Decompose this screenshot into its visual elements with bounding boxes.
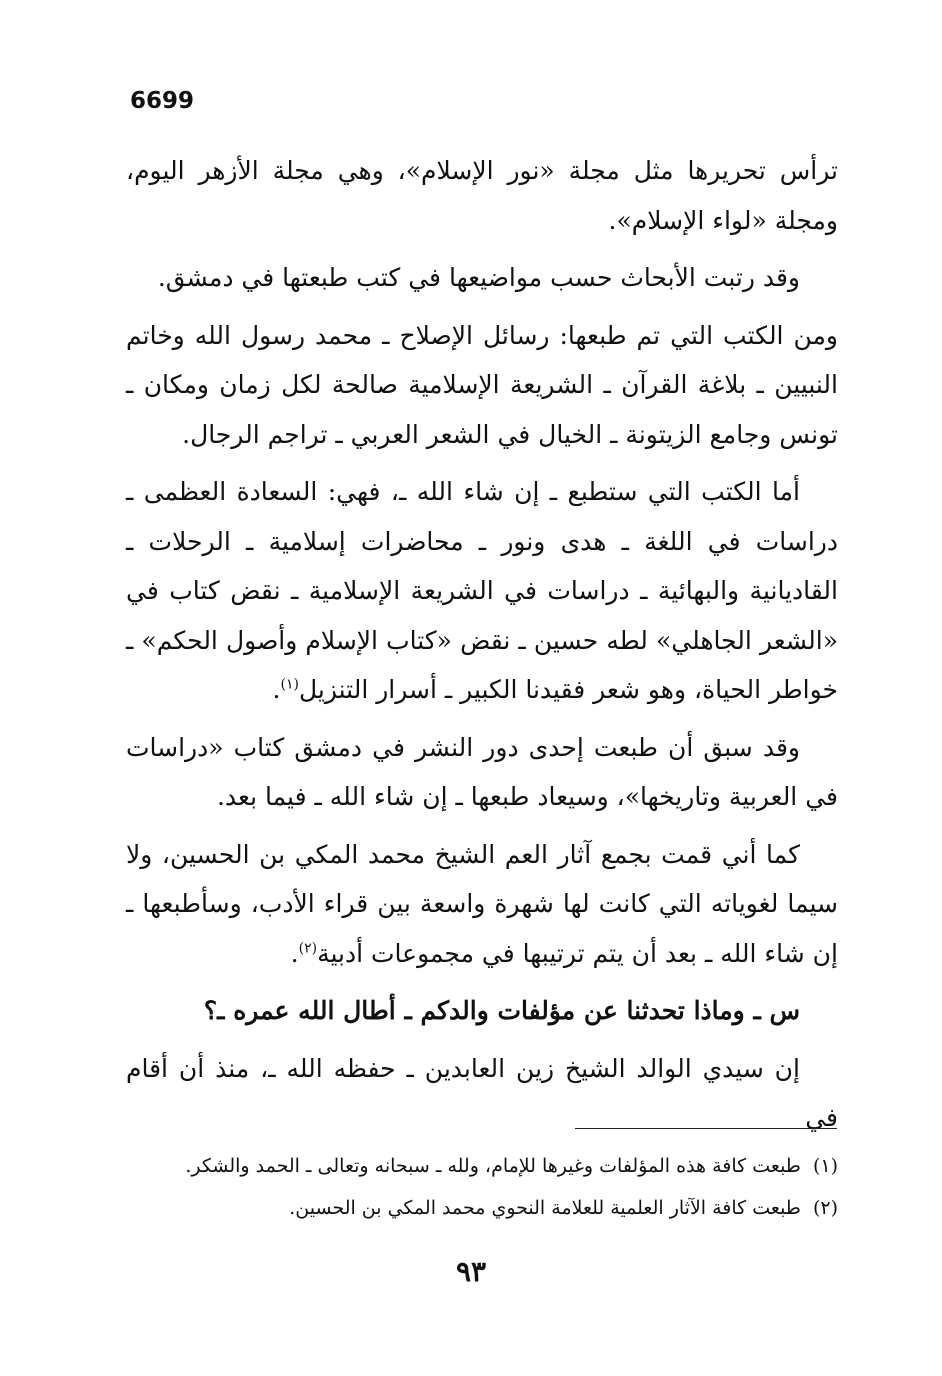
paragraph-2: وقد رتبت الأبحاث حسب مواضيعها في كتب طبعتها في دمشق. xyxy=(157,263,800,292)
footnote-1 xyxy=(126,1145,838,1187)
paragraph-6 xyxy=(126,830,838,979)
paragraph-3: ومن الكتب التي تم طبعها: رسائل الإصلاح ـ محمد رسول الله وخاتم النبيين ـ بلاغة القرآن ـ الشريعة الإسلامية صالحة لكل زمان ومكان ـ تونس وجامع الزيتونة ـ الخيال في الشعر العربي ـ تراجم الرجال. xyxy=(126,320,838,449)
footnote-number: (٢) xyxy=(812,1197,838,1219)
interview-question: س ـ وماذا تحدثنا عن مؤلفات والدكم ـ أطال الله عمره ـ؟ xyxy=(203,996,800,1025)
paragraph-7: إن سيدي الوالد الشيخ زين العابدين ـ حفظه الله ـ، منذ أن أقام في xyxy=(126,1053,838,1132)
paragraph-1: ترأس تحريرها مثل مجلة «نور الإسلام»، وهي مجلة الأزهر اليوم، ومجلة «لواء الإسلام». xyxy=(126,156,838,235)
footnote-divider xyxy=(575,1128,837,1129)
page-id: 6699 xyxy=(130,88,195,114)
page-number: ٩٣ xyxy=(455,1255,487,1288)
footnotes xyxy=(126,1145,838,1229)
paragraph-6-end: . xyxy=(290,938,299,968)
footnote-number: (١) xyxy=(812,1155,838,1177)
paragraph-4-text: أما الكتب التي ستطبع ـ إن شاء الله ـ، فهي: السعادة العظمى ـ دراسات في اللغة ـ هدى ونور ـ محاضرات إسلامية ـ الرحلات ـ القاديانية والبهائية ـ دراسات في الشريعة الإسلامية ـ نقض كتاب في «الشعر الجاهلي» لطه حسين ـ نقض «كتاب الإسلام وأصول الحكم» ـ خواطر الحياة، وهو شعر فقيدنا الكبير ـ أسرار التنزيل xyxy=(126,477,838,704)
footnote-ref-2[interactable]: (٢) xyxy=(298,940,318,957)
body-text xyxy=(126,146,838,1151)
footnote-text: طبعت كافة هذه المؤلفات وغيرها للإمام، ولله ـ سبحانه وتعالى ـ الحمد والشكر. xyxy=(185,1155,801,1177)
paragraph-6-text: كما أني قمت بجمع آثار العم الشيخ محمد المكي بن الحسين، ولا سيما لغوياته التي كانت لها شهرة واسعة بين قراء الأدب، وسأطبعها ـ إن شاء الله ـ بعد أن يتم ترتيبها في مجموعات أدبية xyxy=(126,839,838,968)
paragraph-4-end: . xyxy=(272,675,281,704)
footnote-2 xyxy=(126,1187,838,1229)
paragraph-5: وقد سبق أن طبعت إحدى دور النشر في دمشق كتاب «دراسات في العربية وتاريخها»، وسيعاد طبعها ـ إن شاء الله ـ فيما بعد. xyxy=(126,732,838,811)
footnote-ref-1[interactable]: (١) xyxy=(280,676,299,693)
paragraph-4 xyxy=(126,467,838,715)
footnote-text: طبعت كافة الآثار العلمية للعلامة النحوي محمد المكي بن الحسين. xyxy=(289,1197,801,1219)
